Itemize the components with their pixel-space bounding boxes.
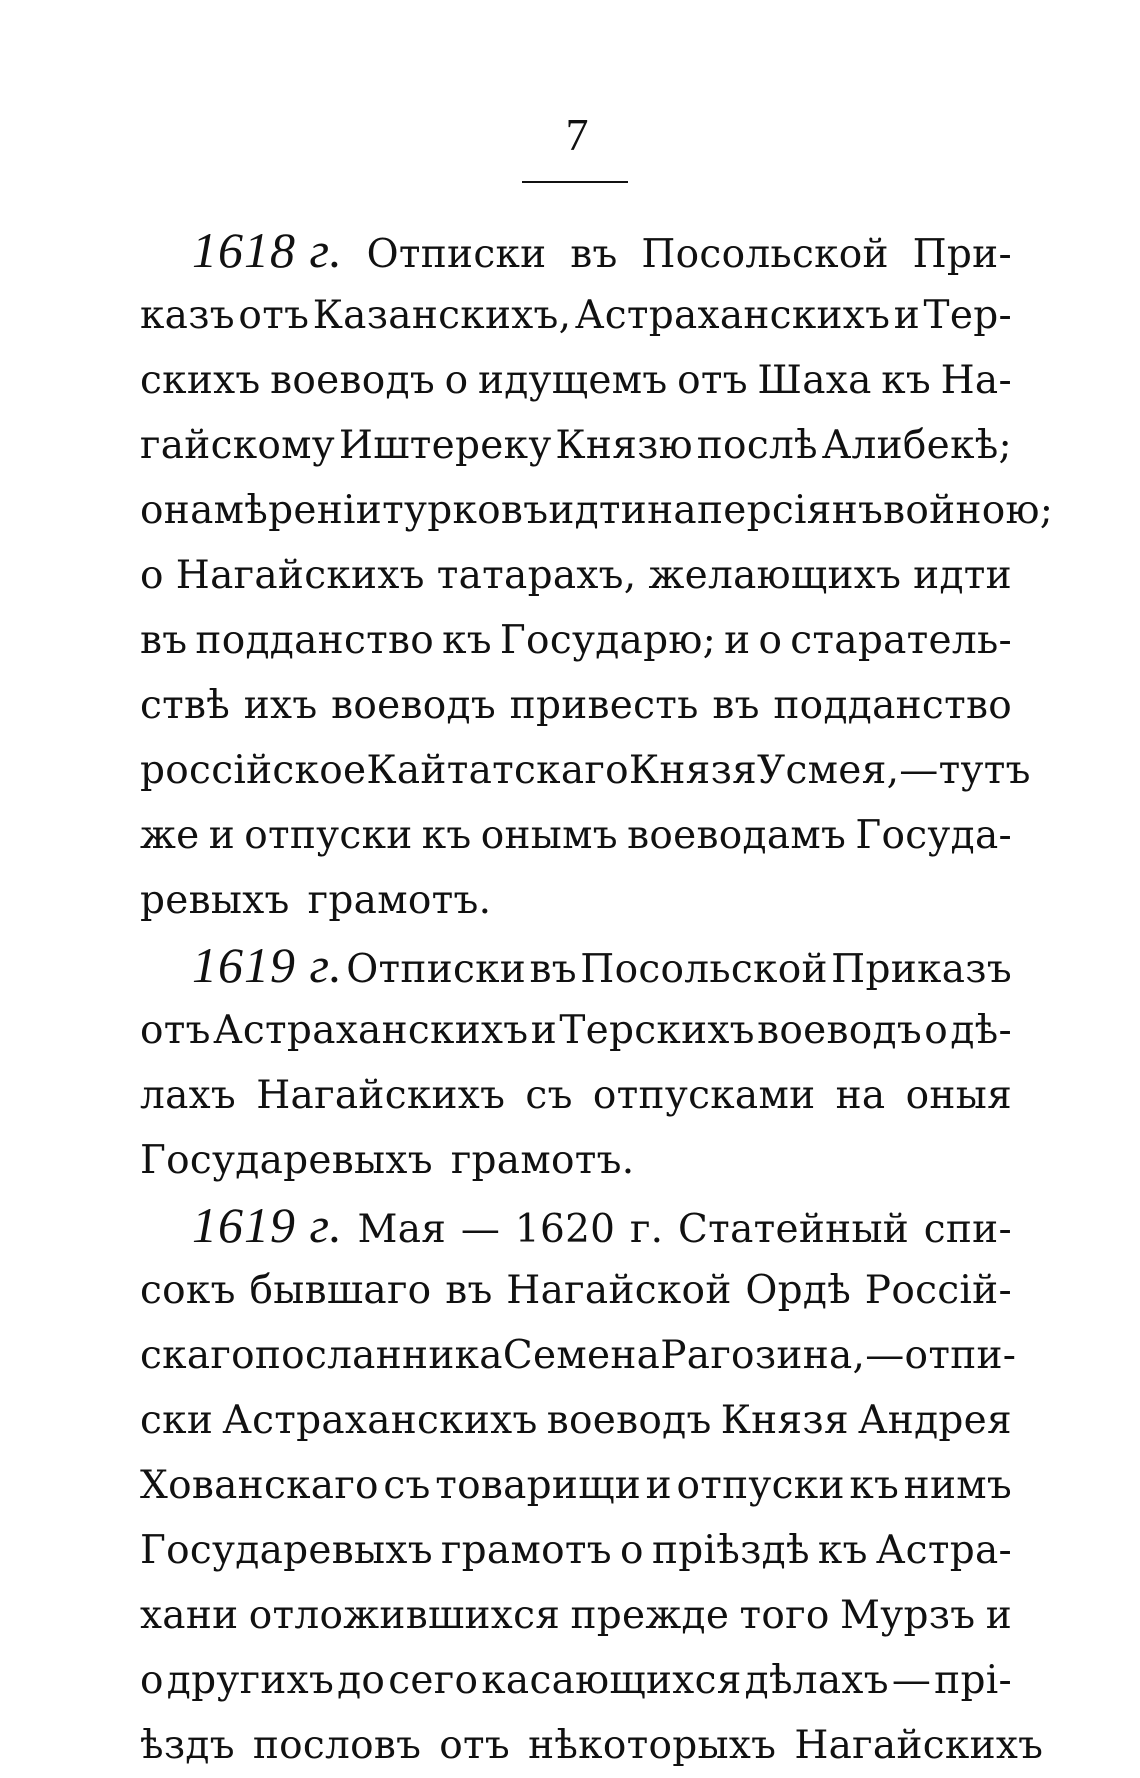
word: на [647, 488, 697, 533]
word: желающихъ [648, 553, 902, 598]
word: нимъ [903, 1463, 1012, 1508]
word: онымъ [480, 813, 618, 858]
entry-date: 1618 г. [192, 222, 343, 278]
word: Ордѣ [745, 1268, 852, 1313]
text-line [140, 933, 1012, 998]
word: отпуски [676, 1463, 845, 1508]
word: идти [548, 488, 648, 533]
text-line [140, 1518, 1012, 1583]
word: ѣздъ [140, 1723, 235, 1768]
word: до [337, 1658, 386, 1703]
word: Тер- [923, 293, 1012, 338]
word: въ [529, 947, 577, 992]
word: Князю [555, 423, 693, 468]
word: о [444, 358, 469, 403]
word: ихъ [243, 683, 318, 728]
word: къ [817, 1528, 868, 1573]
word: Госуда- [855, 813, 1012, 858]
word: отъ [238, 293, 310, 338]
word: грамотъ [440, 1528, 612, 1573]
text-line [140, 608, 1012, 673]
word: другихъ [166, 1658, 335, 1703]
word: персіянъ [696, 488, 884, 533]
word: о [758, 618, 783, 663]
word: посланника [254, 1333, 503, 1378]
word: Иштереку [338, 423, 552, 468]
word: къ [442, 618, 492, 663]
word: въ [140, 618, 188, 663]
entry-date: 1619 г. [192, 1197, 343, 1253]
word: съ [383, 1463, 431, 1508]
text-line [140, 543, 1012, 608]
entry-paragraph [140, 1193, 1044, 1778]
word: къ [849, 1463, 900, 1508]
word: гайскому [140, 423, 336, 468]
word: 1620 [514, 1207, 616, 1252]
word: прежде [570, 1593, 730, 1638]
word: въ [570, 232, 618, 277]
word: Статейный [678, 1207, 910, 1252]
word: россійское [140, 748, 367, 793]
word: пріѣздѣ [651, 1528, 810, 1573]
word: идущемъ [477, 358, 668, 403]
word: Мурзъ [839, 1593, 976, 1638]
word: — [891, 1658, 932, 1703]
word: воеводъ [546, 1398, 712, 1443]
word: привесть [509, 683, 699, 728]
word: оныя [905, 1073, 1012, 1118]
word: татарахъ, [436, 553, 637, 598]
word: и [645, 1463, 672, 1508]
word: турковъ [382, 488, 549, 533]
word: подданство [195, 618, 435, 663]
word: отпусками [592, 1073, 816, 1118]
word: воеводъ [757, 1008, 922, 1053]
word: воеводамъ [627, 813, 847, 858]
word: съ [525, 1073, 573, 1118]
word: сокъ [140, 1268, 236, 1313]
word: въ [712, 683, 760, 728]
word: на [835, 1073, 886, 1118]
word: Государевыхъ [140, 1138, 433, 1183]
word: отъ [677, 358, 748, 403]
page-number: 7 [565, 109, 589, 160]
word: Князя [720, 1398, 849, 1443]
word: скихъ [140, 358, 261, 403]
word: Государю; [499, 618, 717, 663]
entry-paragraph [140, 933, 1012, 1193]
word: Кайтатскаго [366, 748, 629, 793]
word: воеводъ [270, 358, 435, 403]
word: — [460, 1207, 501, 1252]
word: товарищи [435, 1463, 642, 1508]
body-text [140, 218, 1054, 1778]
text-line [140, 1193, 1012, 1258]
word: къ [881, 358, 931, 403]
word: о [924, 1008, 949, 1053]
word: На- [940, 358, 1012, 403]
word: Князя [628, 748, 758, 793]
text-line [140, 1258, 1012, 1323]
word: ствѣ [140, 683, 231, 728]
word: о [140, 488, 164, 533]
word: отъ [140, 1008, 211, 1053]
word: Нагайскихъ [256, 1073, 506, 1118]
word: отложившихся [248, 1593, 561, 1638]
word: и [208, 813, 236, 858]
text-line [140, 1323, 1017, 1388]
word: отъ [439, 1723, 511, 1768]
word: Нагайскихъ [794, 1723, 1044, 1768]
text-line [140, 413, 1012, 478]
word: касающихся [481, 1658, 742, 1703]
word: Астра- [875, 1528, 1012, 1573]
word: старатель- [790, 618, 1012, 663]
word: Рагозина,—отпи- [660, 1333, 1017, 1378]
word: При- [912, 232, 1012, 277]
word: грамотъ. [307, 878, 492, 923]
word: прі- [934, 1658, 1012, 1703]
word: Усмея,—тутъ [757, 748, 1031, 793]
word: и [893, 293, 921, 338]
text-line [140, 348, 1012, 413]
word: сего [388, 1658, 479, 1703]
text-line [140, 1388, 1012, 1453]
page-number-rule [522, 181, 628, 183]
word: Астраханскихъ [222, 1398, 538, 1443]
word: Шаха [757, 358, 872, 403]
word: Астраханскихъ [213, 1008, 529, 1053]
word: и [985, 1593, 1012, 1638]
text-line [140, 283, 1012, 348]
word: ревыхъ [140, 878, 290, 923]
word: того [739, 1593, 830, 1638]
word: скаго [140, 1333, 255, 1378]
word: Посольской [580, 947, 828, 992]
text-line [140, 1453, 1012, 1518]
word: г. [629, 1207, 664, 1252]
word: о [140, 553, 164, 598]
text-line [140, 673, 1012, 738]
word: подданство [773, 683, 1012, 728]
word: и [530, 1008, 558, 1053]
word: Приказъ [831, 947, 1012, 992]
word: отпуски [244, 813, 413, 858]
word: пословъ [252, 1723, 422, 1768]
word: спи- [923, 1207, 1012, 1252]
word: Хованскаго [140, 1463, 379, 1508]
word: Отписки [346, 947, 527, 992]
text-line [140, 868, 1012, 933]
word: въ [445, 1268, 493, 1313]
word: идти [913, 553, 1012, 598]
text-line [140, 478, 1054, 543]
word: Терскихъ [559, 1008, 755, 1053]
word: о [140, 1658, 164, 1703]
word: нѣкоторыхъ [528, 1723, 777, 1768]
word: войною; [883, 488, 1054, 533]
word: воеводъ [331, 683, 496, 728]
word: хани [140, 1593, 239, 1638]
entry-paragraph [140, 218, 1054, 933]
text-line [140, 803, 1012, 868]
word: дѣ- [950, 1008, 1012, 1053]
word: Казанскихъ, [312, 293, 572, 338]
word: Семена [502, 1333, 661, 1378]
word: казъ [140, 293, 235, 338]
text-line [140, 738, 1031, 803]
word: Нагайской [506, 1268, 732, 1313]
word: Андрея [857, 1398, 1012, 1443]
word: Нагайскихъ [175, 553, 425, 598]
text-line [140, 218, 1012, 283]
entry-date: 1619 г. [192, 937, 343, 993]
text-line [140, 1128, 1012, 1193]
word: Посольской [641, 232, 889, 277]
text-line [140, 1583, 1012, 1648]
word: Россій- [864, 1268, 1012, 1313]
word: дѣлахъ [744, 1658, 889, 1703]
word: грамотъ. [450, 1138, 635, 1183]
word: Алибекѣ; [821, 423, 1012, 468]
text-line [140, 998, 1012, 1063]
word: лахъ [140, 1073, 237, 1118]
word: о [620, 1528, 644, 1573]
text-line [140, 1063, 1012, 1128]
text-line [140, 1713, 1044, 1778]
word: Государевыхъ [140, 1528, 433, 1573]
word: Мая [357, 1207, 447, 1252]
word: послѣ [696, 423, 818, 468]
word: ски [140, 1398, 214, 1443]
word: намѣреніи [163, 488, 383, 533]
word: Астраханскихъ [574, 293, 891, 338]
word: Отписки [366, 232, 547, 277]
word: же [140, 813, 200, 858]
word: бывшаго [249, 1268, 432, 1313]
word: и [724, 618, 751, 663]
word: къ [421, 813, 472, 858]
